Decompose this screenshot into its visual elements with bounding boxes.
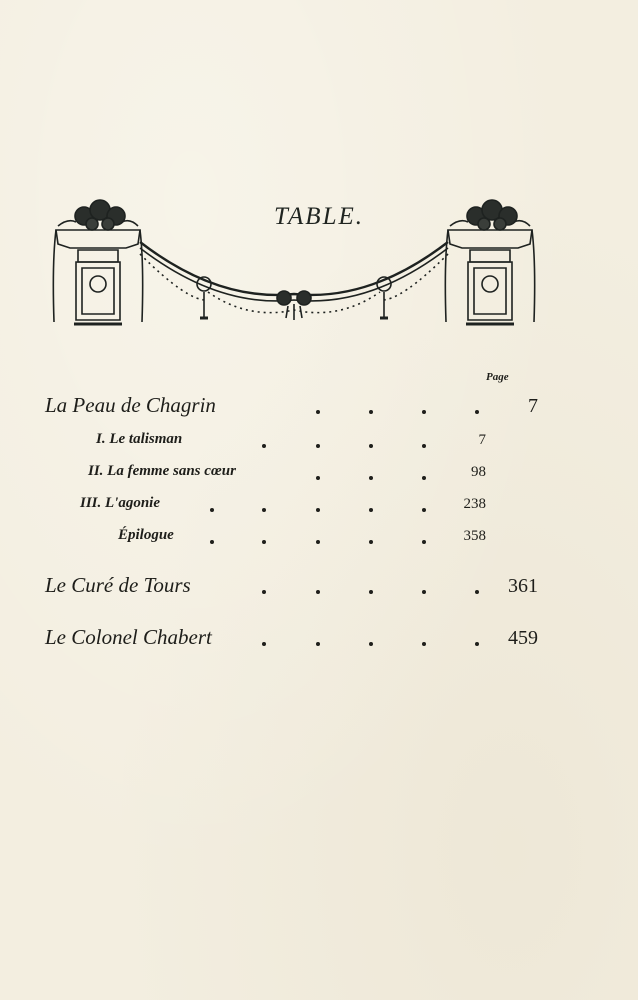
toc-entry bbox=[0, 463, 638, 493]
page-number: 98 bbox=[471, 464, 486, 480]
toc-entry bbox=[0, 527, 638, 557]
toc-entry bbox=[0, 573, 638, 603]
entry-title: I. Le talisman bbox=[96, 431, 183, 447]
toc-entry bbox=[0, 625, 638, 655]
entry-title: II. La femme sans cœur bbox=[88, 463, 236, 479]
page-title: TABLE. bbox=[273, 203, 364, 230]
entry-title: Le Curé de Tours bbox=[45, 573, 191, 597]
entry-title: La Peau de Chagrin bbox=[45, 393, 216, 417]
page-number: 238 bbox=[463, 496, 486, 512]
entry-title: III. L'agonie bbox=[80, 495, 161, 511]
page-number: 7 bbox=[478, 432, 486, 448]
toc-entry bbox=[0, 431, 638, 461]
toc-entry bbox=[0, 393, 638, 423]
page-number: 459 bbox=[508, 627, 538, 649]
entry-title: Épilogue bbox=[118, 527, 174, 543]
entry-title: Le Colonel Chabert bbox=[45, 625, 212, 649]
page-number: 358 bbox=[463, 528, 486, 544]
page-number: 361 bbox=[508, 575, 538, 597]
page-column-label: Page bbox=[486, 371, 509, 383]
toc-entry bbox=[0, 495, 638, 525]
page-number: 7 bbox=[528, 395, 538, 417]
